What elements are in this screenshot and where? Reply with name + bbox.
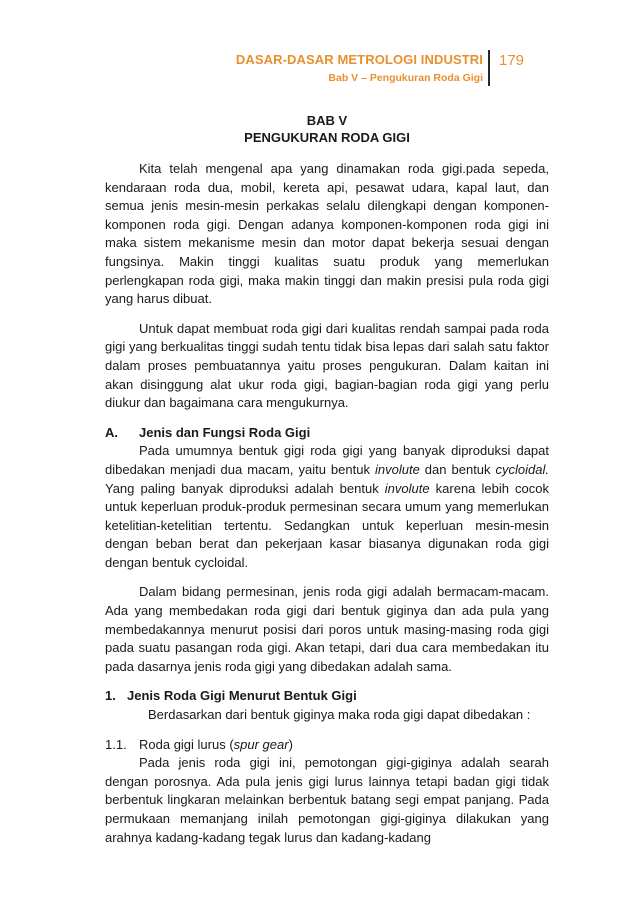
section-1-number: 1. xyxy=(105,688,116,704)
section-a-heading xyxy=(105,424,549,443)
paragraph-intro-2: Untuk dapat membuat roda gigi dari kualitas rendah sampai pada roda gigi yang berkualitas tinggi sudah tentu tidak bisa lepas dari salah satu faktor dalam proses pembuatannya yaitu proses pengukuran. Dalam kaitan ini akan disinggung alat ukur roda gigi, bagian-bagian roda gigi yang perlu diukur dan bagaimana cara mengukurnya. xyxy=(105,320,549,411)
header-divider xyxy=(488,50,490,86)
section-a-paragraph-1: Pada umumnya bentuk gigi roda gigi yang banyak diproduksi dapat dibedakan menjadi dua macam, yaitu bentuk involute dan bentuk cycloidal. Yang paling banyak diproduksi adalah bentuk involute karena lebih cocok untuk keperluan produk-produk permesinan secara umum yang memerlukan ketelitian-ketelitian tertentu. Sedangkan untuk keperluan mesin-mesin dengan beban berat dan pekerjaan kasar biasanya digunakan roda gigi dengan bentuk cycloidal. xyxy=(105,443,550,570)
section-a-title: Jenis dan Fungsi Roda Gigi xyxy=(139,424,311,440)
section-1-title: Jenis Roda Gigi Menurut Bentuk Gigi xyxy=(127,688,357,704)
section-1-1-title: Roda gigi lurus (spur gear) xyxy=(139,736,293,752)
section-a-paragraph-2: Dalam bidang permesinan, jenis roda gigi adalah bermacam-macam. Ada yang membedakan roda gigi dari bentuk giginya dan ada pula yang membedakannya menurut posisi dari poros untuk masing-masing roda gigi pada suatu pasangan roda gigi. Akan tetapi, dari dua cara membedakan itu pada dasarnya jenis roda gigi yang dibedakan adalah sama. xyxy=(105,584,549,674)
running-title: DASAR-DASAR METROLOGI INDUSTRI xyxy=(235,52,483,67)
chapter-title: PENGUKURAN RODA GIGI xyxy=(244,130,410,145)
page-header xyxy=(0,40,638,88)
header-text xyxy=(236,52,483,85)
chapter-number: BAB V xyxy=(306,113,348,128)
section-1-heading xyxy=(105,687,549,706)
section-1-1-number: 1.1. xyxy=(105,736,127,752)
paragraph-intro-1: Kita telah mengenal apa yang dinamakan roda gigi.pada sepeda, kendaraan roda dua, mobil, kereta api, pesawat udara, kapal laut, dan semua jenis mesin-mesin perkakas selalu dilengkapi dengan komponen-komponen roda gigi. Dengan adanya komponen-komponen roda gigi ini maka sistem mekanisme mesin dan motor dapat bekerja sesuai dengan fungsinya. Makin tinggi kualitas suatu produk yang memerlukan perlengkapan roda gigi, maka makin tinggi dan makin presisi pula roda gigi yang harus dibuat. xyxy=(105,161,549,307)
page-number: 179 xyxy=(499,52,525,69)
section-1-1-heading xyxy=(105,736,549,755)
section-a-number: A. xyxy=(105,424,118,440)
running-subtitle: Bab V – Pengukuran Roda Gigi xyxy=(328,72,483,84)
section-1-intro: Berdasarkan dari bentuk giginya maka roda gigi dapat dibedakan : xyxy=(148,707,531,723)
section-1-1-paragraph: Pada jenis roda gigi ini, pemotongan gigi-giginya adalah searah dengan porosnya. Ada pula jenis gigi lurus lainnya tetapi badan gigi tidak berbentuk lingkaran melainkan berbentuk batang segi empat panjang. Pada permukaan memanjang inilah pemotongan gigi-giginya dilakukan yang arahnya kadang-kadang tegak lurus dan kadang-kadang xyxy=(105,755,549,845)
page-body xyxy=(105,110,549,847)
